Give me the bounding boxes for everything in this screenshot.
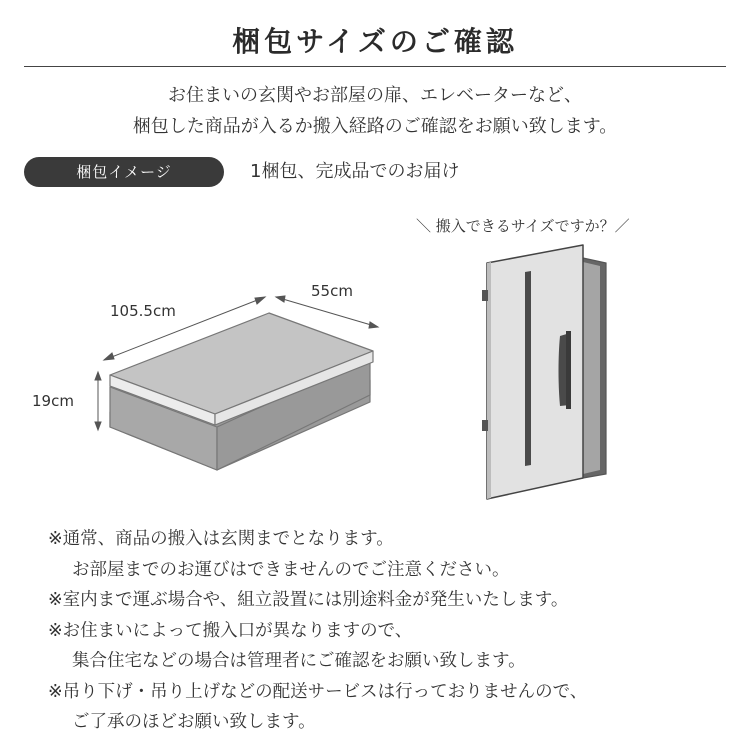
intro-line-2: 梱包した商品が入るか搬入経路のご確認をお願い致します。 (132, 116, 618, 137)
note-line: ※お住まいによって搬入口が異なりますので、 (48, 620, 413, 641)
length-label: 105.5cm (110, 302, 176, 320)
note-line: ご了承のほどお願い致します。 (72, 712, 316, 732)
note-line: 集合住宅などの場合は管理者にご確認をお願い致します。 (72, 651, 526, 671)
hinge-top (482, 290, 488, 301)
package-delivery-note: 1梱包、完成品でのお届け (250, 161, 460, 182)
package-image-badge: 梱包イメージ (24, 157, 224, 187)
page-title: 梱包サイズのご確認 (232, 25, 518, 58)
door-size-question: ＼ 搬入できるサイズですか？／ (416, 217, 630, 235)
package-box-illustration (110, 313, 373, 470)
width-label: 55cm (311, 282, 353, 300)
height-label: 19cm (32, 392, 74, 410)
hinge-bottom (482, 420, 488, 431)
notes-list (48, 524, 738, 738)
note-line: ※吊り下げ・吊り上げなどの配送サービスは行っておりませんので、 (48, 681, 588, 702)
intro-line-1: お住まいの玄関やお部屋の扉、エレベーターなど、 (168, 85, 582, 106)
note-line: ※通常、商品の搬入は玄関までとなります。 (48, 529, 394, 549)
height-dimension-line (95, 372, 101, 430)
door-illustration (482, 245, 606, 499)
note-line: ※室内まで運ぶ場合や、組立設置には別途料金が発生いたします。 (48, 590, 569, 610)
note-line: お部屋までのお運びはできませんのでご注意ください。 (72, 559, 510, 580)
